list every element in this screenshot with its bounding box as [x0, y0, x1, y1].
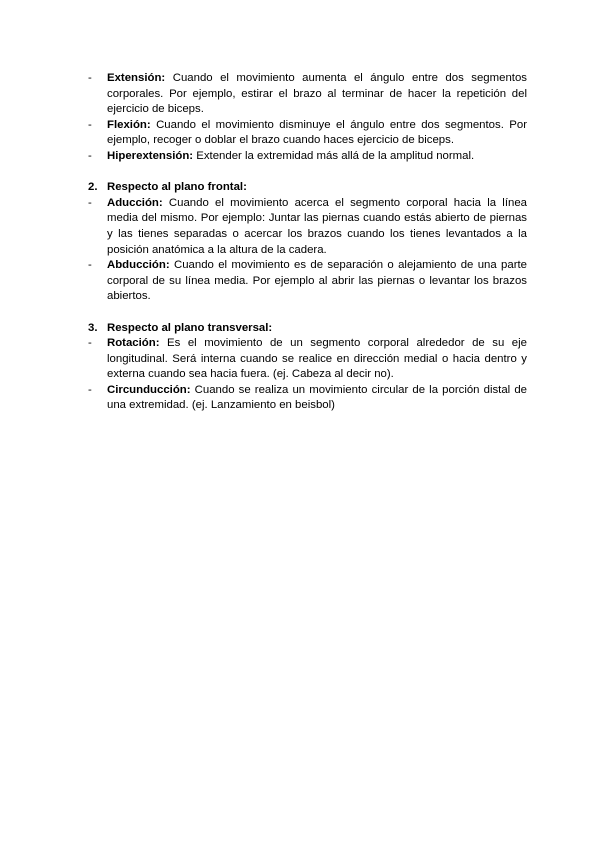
term-description: Cuando el movimiento aumenta el ángulo entre dos segmentos corporales. Por ejemplo, estirar el brazo al terminar de hacer la repetición del ejercicio de biceps.: [107, 72, 527, 116]
bullet-dash: -: [88, 118, 92, 131]
section-title: Respecto al plano frontal:: [107, 181, 247, 194]
term-description: Cuando el movimiento es de separación o alejamiento de una parte corporal de su línea media. Por ejemplo al abrir las piernas o levantar los brazos abiertos.: [107, 259, 527, 303]
list-item-extension: [88, 71, 527, 118]
term-description: Es el movimiento de un segmento corporal alrededor de su eje longitudinal. Será interna cuando se realice en dirección medial o hacia dentro y externa cuando sea hacia fuera. (ej. Cabeza al decir no).: [107, 337, 527, 381]
section-number: 3.: [88, 321, 98, 334]
term-label: Hiperextensión:: [107, 149, 194, 162]
section-heading-frontal-plane: [88, 180, 527, 196]
list-item-adduction: [88, 196, 527, 258]
term-label: Aducción:: [107, 196, 163, 209]
term-label: Abducción:: [107, 259, 170, 272]
document-content: [88, 71, 527, 414]
list-item-flexion: [88, 118, 527, 149]
bullet-dash: -: [88, 259, 92, 272]
bullet-dash: -: [88, 383, 92, 396]
bullet-dash: -: [88, 72, 92, 84]
section-number: 2.: [88, 181, 98, 194]
bullet-dash: -: [88, 196, 92, 209]
term-description: Extender la extremidad más allá de la amplitud normal.: [193, 149, 475, 162]
list-item-rotation: [88, 336, 527, 383]
bullet-dash: -: [88, 337, 92, 350]
term-label: Circunducción:: [107, 383, 191, 396]
term-description: Cuando el movimiento disminuye el ángulo entre dos segmentos. Por ejemplo, recoger o doblar el brazo cuando haces ejercicio de biceps.: [107, 118, 527, 147]
term-description: Cuando se realiza un movimiento circular de la porción distal de una extremidad. (ej. Lanzamiento en beisbol): [107, 383, 527, 412]
term-label: Extensión:: [107, 72, 166, 84]
term-label: Flexión:: [107, 118, 151, 131]
list-item-circumduction: [88, 383, 527, 414]
list-item-abduction: [88, 258, 527, 305]
bullet-dash: -: [88, 149, 92, 162]
list-item-hyperextension: [88, 149, 527, 165]
section-heading-transverse-plane: [88, 321, 527, 337]
section-title: Respecto al plano transversal:: [107, 321, 273, 334]
term-label: Rotación:: [107, 337, 160, 350]
term-description: Cuando el movimiento acerca el segmento corporal hacia la línea media del mismo. Por ejemplo: Juntar las piernas cuando estás abierto de piernas y las tienes separadas o acercar los brazos cuando los tienes levantados a la posición anatómica a la altura de la cadera.: [107, 196, 527, 256]
